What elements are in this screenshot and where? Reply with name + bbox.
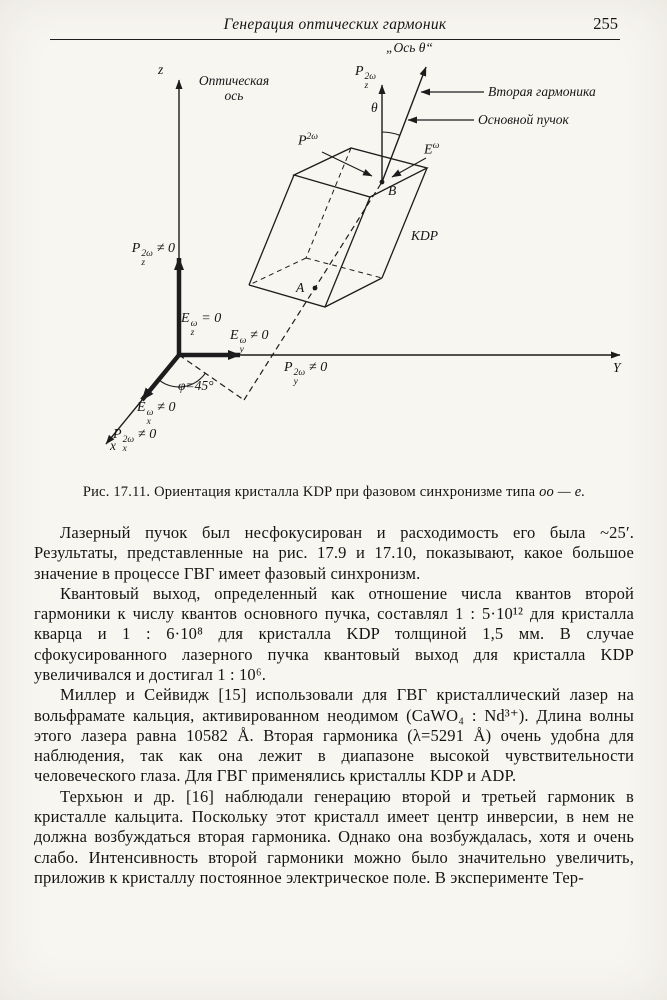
theta-axis-label: „Ось θ“ <box>386 40 433 55</box>
ex-nonzero-label: E ω x ≠ 0 <box>137 400 176 428</box>
point-b-dot <box>380 180 385 185</box>
paragraph-1: Лазерный пучок был несфокусирован и расходимость его была ~25′. Результаты, представленные на рис. 17.9 и 17.10, показывают, какое большое значение в процессе ГВГ имеет фазовый синхронизм. <box>34 523 634 583</box>
beam-axis <box>179 67 426 400</box>
z-axis-label: z <box>158 62 164 77</box>
second-harmonic-label: Вторая гармоника <box>488 84 596 99</box>
optical-axis-label: Оптическая ось <box>198 73 270 104</box>
ez-zero-label: E ω z = 0 <box>181 311 222 339</box>
point-a-dot <box>313 286 318 291</box>
main-beam-label: Основной пучок <box>478 112 569 127</box>
caption-emphasis: oo — e. <box>539 484 586 500</box>
crystal-label: KDP <box>411 228 438 243</box>
annotation-arrows <box>322 92 484 177</box>
paragraph-2: Квантовый выход, определенный как отношение числа квантов второй гармоники к числу квантов основного пучка, составлял 1 : 5·10¹² для кристалла кварца и 1 : 6·10⁸ для кристалла KDP толщиной 1,5 мм. В случае сфокусированного лазерного пучка квантовый выход для кристалла KDP увеличивался и достигал 1 : 10⁶. <box>34 583 634 684</box>
ey-nonzero-label: E ω y ≠ 0 <box>230 328 269 356</box>
running-title: Генерация оптических гармоник <box>223 16 447 33</box>
px-nonzero-label: P 2ω x ≠ 0 <box>113 427 157 455</box>
ew-pointer-arrow <box>392 158 426 177</box>
pz-nonzero-label: P 2ω z ≠ 0 <box>131 241 175 269</box>
p2w-label: $P^{2\omega}$ <box>297 132 318 149</box>
crystal-bottom-front <box>249 278 382 307</box>
figure-canvas <box>34 40 634 470</box>
crystal-edge-left <box>249 175 294 285</box>
point-a-label: A <box>296 280 305 295</box>
page-number: 255 <box>593 14 618 33</box>
theta-angle-label: θ <box>371 100 378 115</box>
point-b-label: B <box>388 183 397 198</box>
pz2w-top-label: P 2ω z <box>354 64 376 92</box>
crystal-diagram <box>34 40 634 470</box>
crystal-edge-front <box>325 197 370 307</box>
paragraph-4: Терхьюн и др. [16] наблюдали генерацию второй и третьей гармоник в кристалле кальцита. Поскольку этот кристалл имеет центр инверсии, в нем не должна возбуждаться вторая гармоника. Однако она возбуждалась, хотя и очень слабо. Интенсивность второй гармоники можно было значительно увеличить, приложив к кристаллу постоянное электрическое поле. В эксперименте Тер- <box>34 786 634 887</box>
crystal-hidden-edge-1 <box>306 148 351 258</box>
ex-thick-arrow <box>142 355 179 400</box>
body-text <box>34 523 634 888</box>
figure-17-11 <box>34 40 634 501</box>
y-axis-label: Y <box>613 360 621 375</box>
running-header <box>50 14 620 40</box>
p2w-pointer-arrow <box>322 152 372 176</box>
ew-label: $E^\omega$ <box>424 141 440 158</box>
phi-angle-label: φ=45° <box>178 378 214 393</box>
paragraph-3: Миллер и Сейвидж [15] использовали для ГВГ кристаллический лазер на вольфрамате кальция, активированном неодимом (CaWO₄ : Nd³⁺). Длина волны этого лазера равна 10582 Å. Вторая гармоника (λ=5291 Å) очень удобна для наблюдения, так как она лежит в диапазоне высокой чувствительности человеческого глаза. Для ГВГ применялись кристаллы KDP и ADP. <box>34 685 634 786</box>
figure-caption <box>46 484 622 501</box>
py-nonzero-label: P 2ω y ≠ 0 <box>284 360 328 388</box>
x-axis-label: x <box>110 438 116 453</box>
theta-axis-line <box>382 67 426 182</box>
theta-angle-arc <box>382 132 400 135</box>
caption-text: Рис. 17.11. Ориентация кристалла KDP при фазовом синхронизме типа <box>82 484 540 500</box>
crystal-top-face <box>294 148 427 197</box>
